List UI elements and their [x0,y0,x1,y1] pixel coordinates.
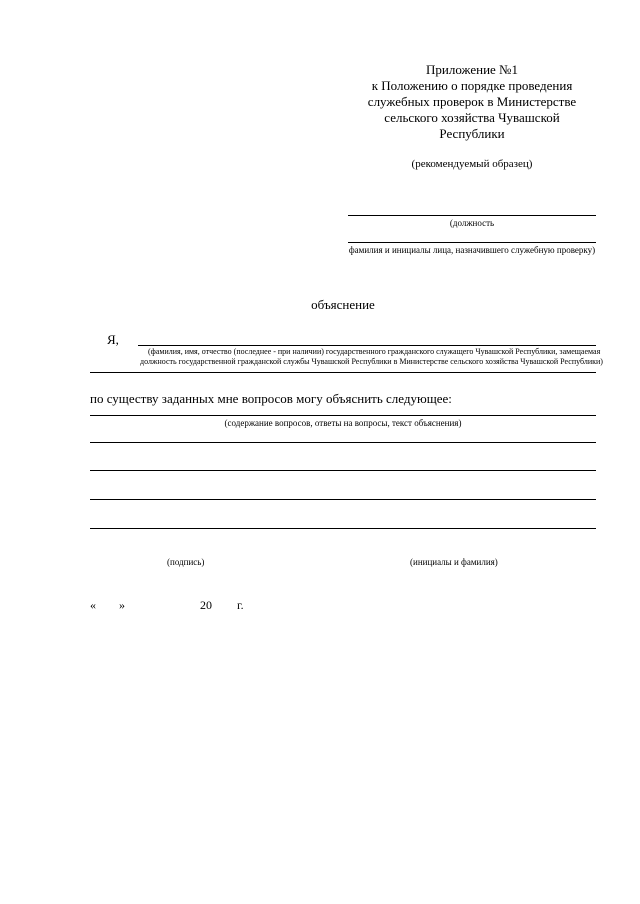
content-line-5[interactable] [90,528,596,529]
signature-caption: (подпись) [167,557,205,567]
content-line-2[interactable] [90,442,596,443]
position-line[interactable] [348,215,596,216]
fullname-line-2[interactable] [90,372,596,373]
addressee-name-line[interactable] [348,242,596,243]
header-line-4: сельского хозяйства Чувашской [384,110,560,125]
content-line-1[interactable] [90,415,596,416]
position-caption: (должность [449,218,495,228]
content-caption: (содержание вопросов, ответы на вопросы, текст объяснения) [224,418,462,428]
header-line-3: служебных проверок в Министерстве [367,94,577,109]
statement-text: по существу заданных мне вопросов могу объяснить следующее: [90,391,452,406]
header-line-5: Республики [439,126,505,141]
addressee-name-caption: фамилия и инициалы лица, назначившего служебную проверку) [348,245,596,255]
header-block [352,62,592,142]
content-line-4[interactable] [90,499,596,500]
ya-label: Я, [107,332,119,347]
fullname-caption-line-2: должность государственной гражданской службы Чувашской Республики в Министерстве сельского хозяйства Чувашской Республики) [140,357,603,366]
initials-caption: (инициалы и фамилия) [410,557,498,567]
header-line-2: к Положению о порядке проведения [371,78,573,93]
date-year-suffix: г. [237,598,244,612]
fullname-line[interactable] [138,345,596,346]
date-year-prefix: 20 [200,598,212,612]
sample-label: (рекомендуемый образец) [411,158,533,170]
date-close-quote: » [119,598,125,612]
content-line-3[interactable] [90,470,596,471]
header-line-1: Приложение №1 [426,62,518,77]
date-open-quote: « [90,598,96,612]
fullname-caption-line-1: (фамилия, имя, отчество (последнее - при наличии) государственного гражданского служащего Чувашской Республики, замещаемая [148,347,601,356]
document-title: объяснение [311,297,375,312]
